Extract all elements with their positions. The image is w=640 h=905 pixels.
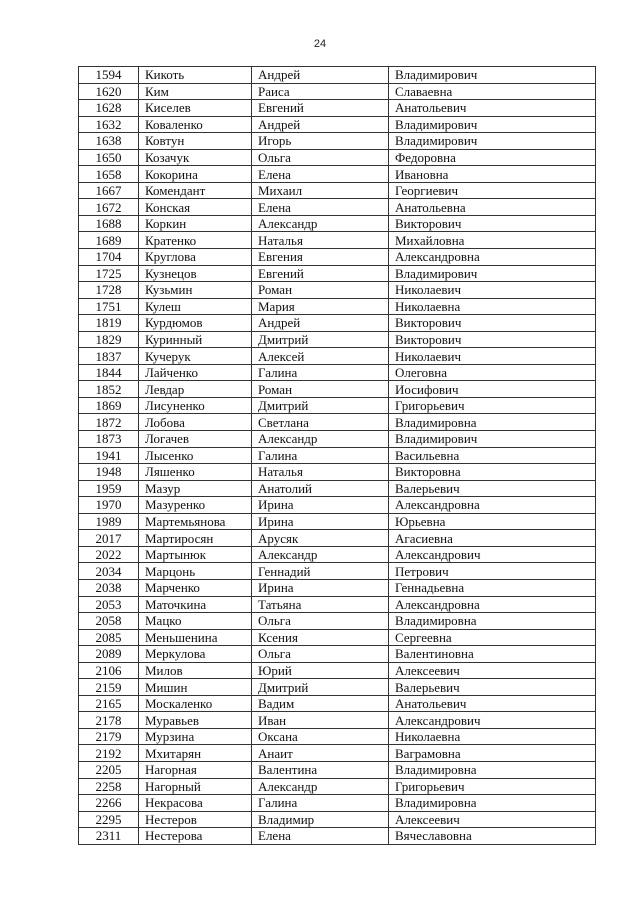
first-name-cell: Елена: [252, 199, 389, 216]
surname-cell: Нестерова: [139, 828, 252, 845]
first-name-cell: Андрей: [252, 116, 389, 133]
registry-number-cell: 2205: [79, 761, 139, 778]
surname-cell: Кузьмин: [139, 282, 252, 299]
registry-number-cell: 1728: [79, 282, 139, 299]
first-name-cell: Галина: [252, 364, 389, 381]
patronymic-cell: Владимировна: [389, 414, 596, 431]
first-name-cell: Евгений: [252, 100, 389, 117]
table-row: [79, 199, 596, 216]
first-name-cell: Александр: [252, 546, 389, 563]
first-name-cell: Раиса: [252, 83, 389, 100]
registry-number-cell: 1948: [79, 464, 139, 481]
first-name-cell: Юрий: [252, 662, 389, 679]
patronymic-cell: Иосифович: [389, 381, 596, 398]
surname-cell: Кратенко: [139, 232, 252, 249]
surname-cell: Кулеш: [139, 298, 252, 315]
table-row: [79, 579, 596, 596]
first-name-cell: Михаил: [252, 182, 389, 199]
first-name-cell: Елена: [252, 828, 389, 845]
first-name-cell: Владимир: [252, 811, 389, 828]
first-name-cell: Валентина: [252, 761, 389, 778]
registry-number-cell: 1837: [79, 348, 139, 365]
surname-cell: Левдар: [139, 381, 252, 398]
table-row: [79, 100, 596, 117]
first-name-cell: Александр: [252, 431, 389, 448]
registry-number-cell: 2258: [79, 778, 139, 795]
registry-number-cell: 2192: [79, 745, 139, 762]
registry-number-cell: 2017: [79, 530, 139, 547]
patronymic-cell: Васильевна: [389, 447, 596, 464]
table-row: [79, 596, 596, 613]
first-name-cell: Дмитрий: [252, 397, 389, 414]
surname-cell: Круглова: [139, 249, 252, 266]
table-row: [79, 133, 596, 150]
surname-cell: Мазур: [139, 480, 252, 497]
patronymic-cell: Владимирович: [389, 431, 596, 448]
patronymic-cell: Олеговна: [389, 364, 596, 381]
page-number: 24: [313, 38, 327, 50]
table-row: [79, 761, 596, 778]
registry-number-cell: 1704: [79, 249, 139, 266]
first-name-cell: Роман: [252, 381, 389, 398]
surname-cell: Козачук: [139, 149, 252, 166]
table-row: [79, 414, 596, 431]
registry-number-cell: 1628: [79, 100, 139, 117]
first-name-cell: Игорь: [252, 133, 389, 150]
patronymic-cell: Александрович: [389, 712, 596, 729]
surname-cell: Мазуренко: [139, 497, 252, 514]
table-row: [79, 116, 596, 133]
first-name-cell: Евгения: [252, 249, 389, 266]
first-name-cell: Дмитрий: [252, 331, 389, 348]
first-name-cell: Мария: [252, 298, 389, 315]
surname-cell: Куринный: [139, 331, 252, 348]
surname-cell: Ким: [139, 83, 252, 100]
patronymic-cell: Ивановна: [389, 166, 596, 183]
first-name-cell: Ксения: [252, 629, 389, 646]
table-row: [79, 695, 596, 712]
table-row: [79, 613, 596, 630]
first-name-cell: Александр: [252, 215, 389, 232]
table-row: [79, 166, 596, 183]
surname-cell: Меньшенина: [139, 629, 252, 646]
first-name-cell: Александр: [252, 778, 389, 795]
first-name-cell: Наталья: [252, 232, 389, 249]
surname-cell: Некрасова: [139, 795, 252, 812]
table-row: [79, 265, 596, 282]
patronymic-cell: Алексеевич: [389, 811, 596, 828]
surname-cell: Нагорная: [139, 761, 252, 778]
registry-number-cell: 2085: [79, 629, 139, 646]
table-row: [79, 728, 596, 745]
surname-cell: Коркин: [139, 215, 252, 232]
registry-number-cell: 1844: [79, 364, 139, 381]
registry-number-cell: 2165: [79, 695, 139, 712]
table-row: [79, 182, 596, 199]
registry-number-cell: 2053: [79, 596, 139, 613]
patronymic-cell: Викторович: [389, 215, 596, 232]
table-row: [79, 795, 596, 812]
surname-cell: Марцонь: [139, 563, 252, 580]
first-name-cell: Анатолий: [252, 480, 389, 497]
table-row: [79, 745, 596, 762]
first-name-cell: Арусяк: [252, 530, 389, 547]
surname-cell: Конская: [139, 199, 252, 216]
registry-number-cell: 1941: [79, 447, 139, 464]
surname-cell: Мацко: [139, 613, 252, 630]
registry-number-cell: 1689: [79, 232, 139, 249]
registry-number-cell: 2179: [79, 728, 139, 745]
first-name-cell: Оксана: [252, 728, 389, 745]
table-row: [79, 778, 596, 795]
patronymic-cell: Михайловна: [389, 232, 596, 249]
patronymic-cell: Федоровна: [389, 149, 596, 166]
surname-cell: Мартемьянова: [139, 513, 252, 530]
patronymic-cell: Владимировна: [389, 761, 596, 778]
patronymic-cell: Викторовна: [389, 464, 596, 481]
table-row: [79, 348, 596, 365]
patronymic-cell: Владимирович: [389, 67, 596, 84]
registry-number-cell: 2022: [79, 546, 139, 563]
registry-number-cell: 1872: [79, 414, 139, 431]
table-row: [79, 679, 596, 696]
table-row: [79, 431, 596, 448]
patronymic-cell: Викторович: [389, 331, 596, 348]
patronymic-cell: Николаевна: [389, 728, 596, 745]
surname-cell: Нагорный: [139, 778, 252, 795]
table-row: [79, 298, 596, 315]
patronymic-cell: Анатольевич: [389, 695, 596, 712]
patronymic-cell: Александрович: [389, 546, 596, 563]
table-row: [79, 712, 596, 729]
registry-number-cell: 1873: [79, 431, 139, 448]
patronymic-cell: Валерьевич: [389, 679, 596, 696]
registry-number-cell: 2266: [79, 795, 139, 812]
registry-number-cell: 1650: [79, 149, 139, 166]
table-row: [79, 563, 596, 580]
surname-cell: Лисуненко: [139, 397, 252, 414]
registry-number-cell: 2159: [79, 679, 139, 696]
registry-number-cell: 1751: [79, 298, 139, 315]
first-name-cell: Андрей: [252, 67, 389, 84]
table-row: [79, 149, 596, 166]
patronymic-cell: Георгиевич: [389, 182, 596, 199]
first-name-cell: Наталья: [252, 464, 389, 481]
registry-number-cell: 1658: [79, 166, 139, 183]
patronymic-cell: Александровна: [389, 596, 596, 613]
registry-number-cell: 2038: [79, 579, 139, 596]
first-name-cell: Андрей: [252, 315, 389, 332]
patronymic-cell: Геннадьевна: [389, 579, 596, 596]
registry-number-cell: 1970: [79, 497, 139, 514]
registry-number-cell: 2034: [79, 563, 139, 580]
surname-cell: Меркулова: [139, 646, 252, 663]
patronymic-cell: Валентиновна: [389, 646, 596, 663]
registry-number-cell: 1594: [79, 67, 139, 84]
table-row: [79, 646, 596, 663]
table-row: [79, 513, 596, 530]
first-name-cell: Вадим: [252, 695, 389, 712]
first-name-cell: Ирина: [252, 497, 389, 514]
surname-cell: Мартиросян: [139, 530, 252, 547]
first-name-cell: Ирина: [252, 579, 389, 596]
registry-number-cell: 1819: [79, 315, 139, 332]
patronymic-cell: Анатольевна: [389, 199, 596, 216]
first-name-cell: Ольга: [252, 149, 389, 166]
registry-number-cell: 1688: [79, 215, 139, 232]
surname-cell: Нестеров: [139, 811, 252, 828]
patronymic-cell: Николаевна: [389, 298, 596, 315]
registry-table: [78, 66, 596, 845]
table-row: [79, 497, 596, 514]
patronymic-cell: Владимировна: [389, 613, 596, 630]
first-name-cell: Ольга: [252, 646, 389, 663]
registry-number-cell: 1852: [79, 381, 139, 398]
first-name-cell: Дмитрий: [252, 679, 389, 696]
table-row: [79, 629, 596, 646]
first-name-cell: Алексей: [252, 348, 389, 365]
table-row: [79, 331, 596, 348]
surname-cell: Ляшенко: [139, 464, 252, 481]
table-row: [79, 83, 596, 100]
registry-table-body: [79, 67, 596, 845]
patronymic-cell: Владимирович: [389, 116, 596, 133]
registry-number-cell: 1638: [79, 133, 139, 150]
first-name-cell: Галина: [252, 795, 389, 812]
first-name-cell: Светлана: [252, 414, 389, 431]
patronymic-cell: Владимировна: [389, 795, 596, 812]
surname-cell: Москаленко: [139, 695, 252, 712]
surname-cell: Кокорина: [139, 166, 252, 183]
table-row: [79, 530, 596, 547]
surname-cell: Лысенко: [139, 447, 252, 464]
surname-cell: Логачев: [139, 431, 252, 448]
table-row: [79, 215, 596, 232]
surname-cell: Комендант: [139, 182, 252, 199]
patronymic-cell: Владимирович: [389, 265, 596, 282]
table-row: [79, 464, 596, 481]
first-name-cell: Иван: [252, 712, 389, 729]
surname-cell: Кузнецов: [139, 265, 252, 282]
surname-cell: Лобова: [139, 414, 252, 431]
surname-cell: Муравьев: [139, 712, 252, 729]
first-name-cell: Геннадий: [252, 563, 389, 580]
surname-cell: Кикоть: [139, 67, 252, 84]
first-name-cell: Ольга: [252, 613, 389, 630]
first-name-cell: Татьяна: [252, 596, 389, 613]
surname-cell: Курдюмов: [139, 315, 252, 332]
surname-cell: Мурзина: [139, 728, 252, 745]
first-name-cell: Евгений: [252, 265, 389, 282]
patronymic-cell: Агасиевна: [389, 530, 596, 547]
registry-number-cell: 1672: [79, 199, 139, 216]
surname-cell: Киселев: [139, 100, 252, 117]
patronymic-cell: Николаевич: [389, 348, 596, 365]
table-row: [79, 364, 596, 381]
patronymic-cell: Петрович: [389, 563, 596, 580]
registry-number-cell: 2089: [79, 646, 139, 663]
patronymic-cell: Владимирович: [389, 133, 596, 150]
table-row: [79, 381, 596, 398]
table-row: [79, 315, 596, 332]
patronymic-cell: Вячеславовна: [389, 828, 596, 845]
table-row: [79, 546, 596, 563]
patronymic-cell: Сергеевна: [389, 629, 596, 646]
registry-number-cell: 1989: [79, 513, 139, 530]
table-row: [79, 249, 596, 266]
registry-number-cell: 2311: [79, 828, 139, 845]
registry-number-cell: 1959: [79, 480, 139, 497]
surname-cell: Марченко: [139, 579, 252, 596]
surname-cell: Мхитарян: [139, 745, 252, 762]
table-row: [79, 282, 596, 299]
registry-number-cell: 1632: [79, 116, 139, 133]
patronymic-cell: Славаевна: [389, 83, 596, 100]
patronymic-cell: Алексеевич: [389, 662, 596, 679]
surname-cell: Маточкина: [139, 596, 252, 613]
surname-cell: Коваленко: [139, 116, 252, 133]
surname-cell: Мартынюк: [139, 546, 252, 563]
surname-cell: Лайченко: [139, 364, 252, 381]
table-row: [79, 447, 596, 464]
first-name-cell: Елена: [252, 166, 389, 183]
table-row: [79, 397, 596, 414]
patronymic-cell: Юрьевна: [389, 513, 596, 530]
first-name-cell: Роман: [252, 282, 389, 299]
registry-number-cell: 1667: [79, 182, 139, 199]
first-name-cell: Галина: [252, 447, 389, 464]
surname-cell: Ковтун: [139, 133, 252, 150]
registry-number-cell: 1725: [79, 265, 139, 282]
table-row: [79, 480, 596, 497]
patronymic-cell: Анатольевич: [389, 100, 596, 117]
surname-cell: Мишин: [139, 679, 252, 696]
patronymic-cell: Валерьевич: [389, 480, 596, 497]
registry-number-cell: 1829: [79, 331, 139, 348]
patronymic-cell: Викторович: [389, 315, 596, 332]
table-row: [79, 828, 596, 845]
patronymic-cell: Григорьевич: [389, 397, 596, 414]
table-row: [79, 662, 596, 679]
registry-number-cell: 1869: [79, 397, 139, 414]
registry-number-cell: 2178: [79, 712, 139, 729]
patronymic-cell: Николаевич: [389, 282, 596, 299]
surname-cell: Кучерук: [139, 348, 252, 365]
patronymic-cell: Александровна: [389, 249, 596, 266]
first-name-cell: Ирина: [252, 513, 389, 530]
table-row: [79, 232, 596, 249]
table-row: [79, 811, 596, 828]
first-name-cell: Анаит: [252, 745, 389, 762]
table-row: [79, 67, 596, 84]
patronymic-cell: Ваграмовна: [389, 745, 596, 762]
registry-number-cell: 1620: [79, 83, 139, 100]
registry-number-cell: 2106: [79, 662, 139, 679]
surname-cell: Милов: [139, 662, 252, 679]
patronymic-cell: Александровна: [389, 497, 596, 514]
registry-number-cell: 2058: [79, 613, 139, 630]
patronymic-cell: Григорьевич: [389, 778, 596, 795]
registry-number-cell: 2295: [79, 811, 139, 828]
